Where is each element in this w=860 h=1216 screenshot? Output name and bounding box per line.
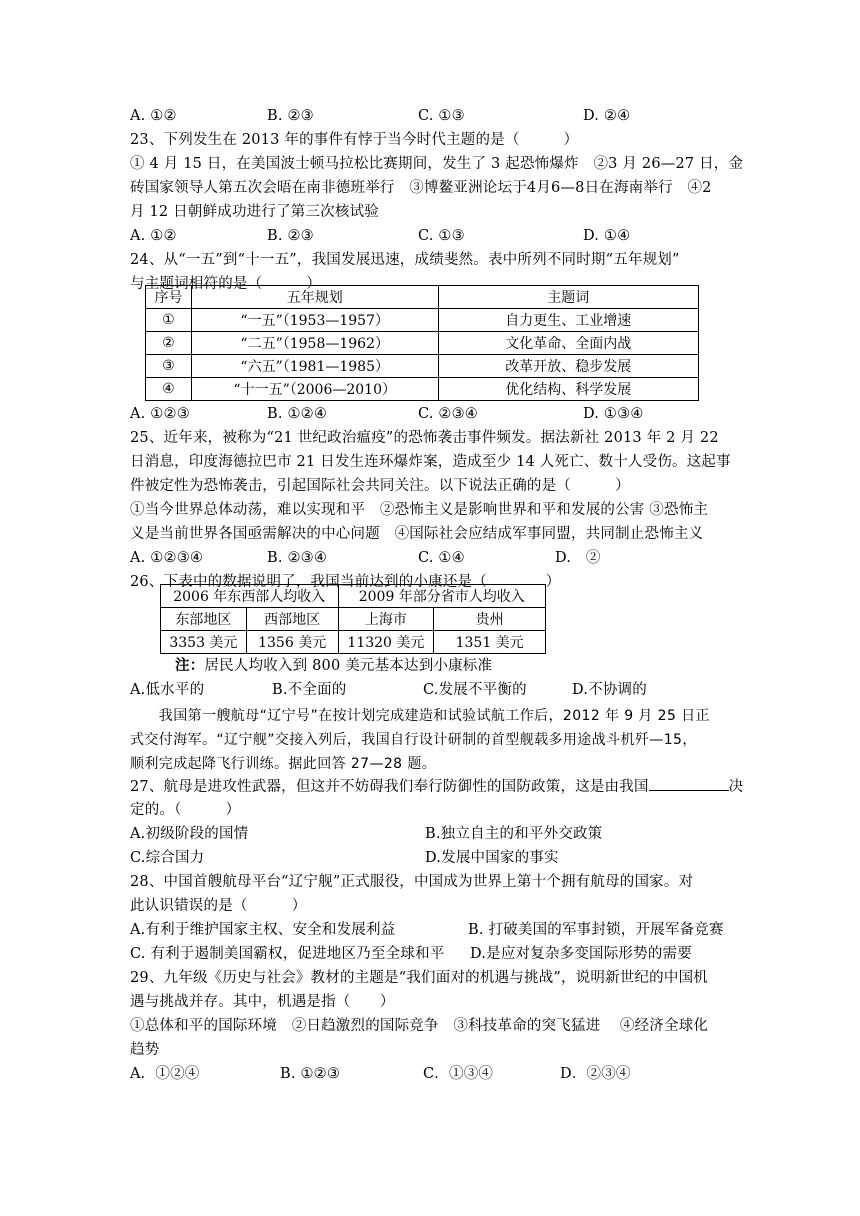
q26-option-d: D.不协调的 [572,682,647,698]
q23-stem: 23、下列发生在 2013 年的事件有悖于当今时代主题的是（ ） [130,132,579,148]
q26-option-a: A.低水平的 [130,682,205,698]
table-cell: 11320 美元 [338,631,434,654]
q29-stem: 29、九年级《历史与社会》教材的主题是“我们面对的机遇与挑战”，说明新世纪的中国机 [130,970,708,986]
q28-stem: 28、中国首艘航母平台“辽宁舰”正式服役，中国成为世界上第十个拥有航母的国家。对 [130,874,694,890]
q23-text: 砖国家领导人第五次会晤在南非德班举行 ③博鳌亚洲论坛于4月6—8日在海南举行 ④2 [130,180,712,196]
table-header: 上海市 [338,608,434,631]
q25-option-c: C. ①④ [418,550,465,566]
table-header: 序号 [146,286,192,309]
q29-option-b: B. ①②③ [280,1066,341,1082]
q29-option-c: C．①③④ [423,1066,494,1082]
table-group-header: 2006 年东西部人均收入 [161,585,339,608]
q29-text: ①总体和平的国际环境 ②日趋激烈的国际竞争 ③科技革命的突飞猛进 ④经济全球化 [130,1018,709,1034]
table-header: 贵州 [434,608,546,631]
q28-option-d: D.是应对复杂多变国际形势的需要 [470,946,692,962]
q23-option-c: C. ①③ [418,228,465,244]
q27-stem [130,776,743,797]
table-cell: 3353 美元 [161,631,247,654]
q22-option-a: A. ①② [130,108,177,124]
passage-line: 式交付海军。“辽宁舰”交接入列后，我国自行设计研制的首型舰载多用途战斗机歼—15， [130,732,697,748]
table-row [146,332,699,355]
table-row [146,309,699,332]
table-cell: ① [146,309,192,332]
q26-option-c: C.发展不平衡的 [423,682,527,698]
q25-text: ①当今世界总体动荡，难以实现和平 ②恐怖主义是影响世界和平和发展的公害 ③恐怖主 [130,502,709,518]
q25-stem: 25、近年来，被称为“21 世纪政治瘟疫”的恐怖袭击事件频发。据法新社 2013 年 2 月 22 [130,430,719,446]
q24-stem: 24、从“一五”到“十一五”，我国发展迅速，成绩斐然。表中所列不同时期“五年规划” [130,252,680,268]
q23-text: ① 4 月 15 日，在美国波士顿马拉松比赛期间，发生了 3 起恐怖爆炸 ②3 月 26—27 日，金 [130,156,744,172]
answer-blank [649,776,729,791]
q22-option-c: C. ①③ [418,108,465,124]
income-table [160,584,546,654]
table-header: 东部地区 [161,608,247,631]
q22-option-b: B. ②③ [267,108,314,124]
q23-option-b: B. ②③ [267,228,314,244]
q27-option-c: C.综合国力 [130,850,205,866]
q25-text: 日消息，印度海德拉巴市 21 日发生连环爆炸案，造成至少 14 人死亡、数十人受伤。这起事 [130,454,731,470]
q24-option-d: D. ①③④ [583,406,644,422]
q25-option-b: B. ②③④ [267,550,328,566]
passage-line: 顺利完成起降飞行训练。据此回答 27—28 题。 [130,756,437,772]
q23-option-a: A. ①② [130,228,177,244]
table-cell: “六五”（1981—1985） [191,355,438,378]
q27-option-b: B.独立自主的和平外交政策 [425,826,603,842]
q26-stem: 26、下表中的数据说明了，我国当前达到的小康还是（ ） [130,574,561,590]
table-cell: ③ [146,355,192,378]
q27-text: 定的。（ ） [130,802,241,818]
q25-text: 件被定性为恐怖袭击，引起国际社会共同关注。以下说法正确的是（ ） [130,478,630,494]
q28-option-b: B. 打破美国的军事封锁，开展军备竞赛 [468,922,724,938]
q26-option-b: B.不全面的 [272,682,347,698]
table-cell: 1351 美元 [434,631,546,654]
q24-option-b: B. ①②④ [267,406,328,422]
table-header-row [161,585,546,608]
q23-text: 月 12 日朝鲜成功进行了第三次核试验 [130,204,379,220]
table-cell: 文化革命、全面内战 [438,332,699,355]
table-cell: ④ [146,378,192,401]
q28-option-a: A.有利于维护国家主权、安全和发展利益 [130,922,396,938]
q26-note [175,656,492,676]
q29-option-a: A．①②④ [130,1066,200,1082]
q27-stem-text: 决 [728,779,744,795]
table-cell: “二五”（1958—1962） [191,332,438,355]
table-cell: 1356 美元 [246,631,338,654]
table-cell: “十一五”（2006—2010） [191,378,438,401]
table-row [146,378,699,401]
q29-text: 趋势 [130,1042,160,1058]
note-text: 居民人均收入到 800 美元基本达到小康标准 [204,658,493,674]
q23-option-d: D. ①④ [583,228,631,244]
q27-option-a: A.初级阶段的国情 [130,826,249,842]
reading-passage [130,704,730,776]
note-label: 注： [175,657,205,674]
q25-option-d: D. ② [555,550,601,566]
table-cell: 自力更生、工业增速 [438,309,699,332]
q24-stem: 与主题词相符的是（ ） [130,276,322,292]
table-header-row [161,608,546,631]
q29-text: 遇与挑战并存。其中，机遇是指（ ） [130,994,395,1010]
table-cell: 改革开放、稳步发展 [438,355,699,378]
table-row [161,631,546,654]
table-header-row [146,286,699,309]
q27-stem-text: 27、航母是进攻性武器，但这并不妨碍我们奉行防御性的国防政策，这是由我国 [130,779,649,795]
table-cell: 优化结构、科学发展 [438,378,699,401]
table-header: 西部地区 [246,608,338,631]
q25-text: 义是当前世界各国亟需解决的中心问题 ④国际社会应结成军事同盟，共同制止恐怖主义 [130,526,704,542]
table-header: 主题词 [438,286,699,309]
five-year-plan-table [145,285,699,401]
table-row [146,355,699,378]
table-cell: ② [146,332,192,355]
q28-option-c: C. 有利于遏制美国霸权，促进地区乃至全球和平 [130,946,445,962]
q24-option-c: C. ②③④ [418,406,478,422]
passage-line: 我国第一艘航母“辽宁号”在按计划完成建造和试验试航工作后，2012 年 9 月 25 日正 [130,708,710,724]
q24-option-a: A. ①②③ [130,406,190,422]
q28-text: 此认识错误的是（ ） [130,898,307,914]
q25-option-a: A. ①②③④ [130,550,204,566]
q22-option-d: D. ②④ [583,108,631,124]
q27-option-d: D.发展中国家的事实 [425,850,559,866]
table-header: 五年规划 [191,286,438,309]
table-group-header: 2009 年部分省市人均收入 [338,585,545,608]
table-cell: “一五”（1953—1957） [191,309,438,332]
q29-option-d: D．②③④ [560,1066,631,1082]
